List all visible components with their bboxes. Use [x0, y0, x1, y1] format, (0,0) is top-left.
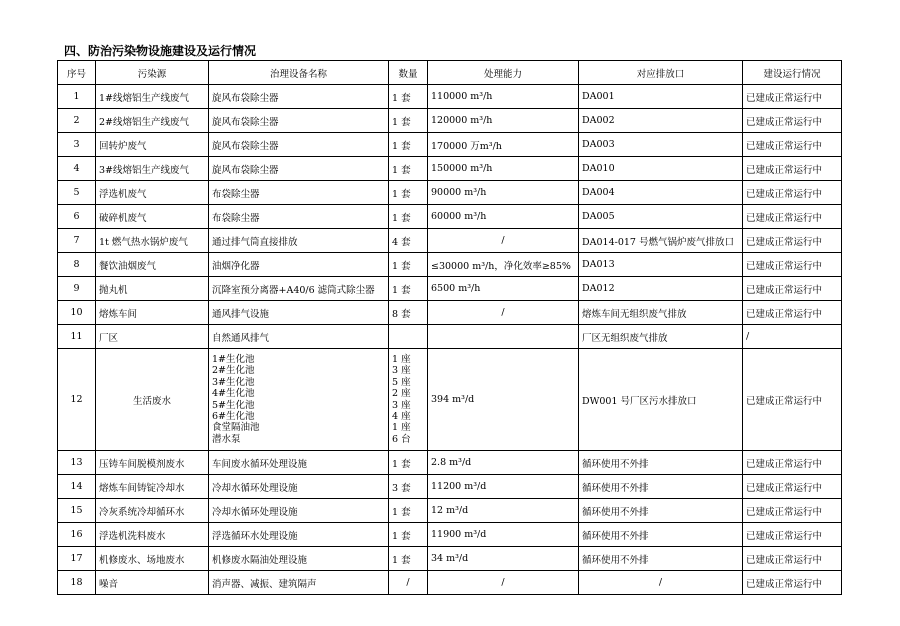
cell-equipment-list — [209, 349, 389, 451]
cell-capacity: 90000 m³/h — [428, 181, 579, 205]
cell-no: 13 — [58, 451, 96, 475]
cell-no: 8 — [58, 253, 96, 277]
cell-status: 已建成正常运行中 — [743, 547, 842, 571]
cell-no: 2 — [58, 109, 96, 133]
table-row — [58, 301, 842, 325]
cell-qty-list — [389, 349, 428, 451]
cell-qty: 1 套 — [389, 499, 428, 523]
cell-outlet: 循环使用不外排 — [579, 547, 743, 571]
cell-status: 已建成正常运行中 — [743, 571, 842, 595]
cell-outlet: 熔炼车间无组织废气排放 — [579, 301, 743, 325]
cell-equipment: 机修废水隔油处理设施 — [209, 547, 389, 571]
cell-equipment: 消声器、减振、建筑隔声 — [209, 571, 389, 595]
cell-capacity: 120000 m³/h — [428, 109, 579, 133]
cell-outlet: 循环使用不外排 — [579, 523, 743, 547]
qty-list-item: 1 座 — [392, 422, 411, 434]
cell-status: 已建成正常运行中 — [743, 133, 842, 157]
cell-equipment: 车间废水循环处理设施 — [209, 451, 389, 475]
cell-capacity: / — [428, 301, 579, 325]
cell-no: 9 — [58, 277, 96, 301]
cell-source: 冷灰系统冷却循环水 — [96, 499, 209, 523]
cell-source: 浮选机洗料废水 — [96, 523, 209, 547]
table-row — [58, 349, 842, 451]
cell-source: 餐饮油烟废气 — [96, 253, 209, 277]
pollution-facilities-table — [57, 60, 842, 595]
cell-source: 抛丸机 — [96, 277, 209, 301]
cell-status: 已建成正常运行中 — [743, 205, 842, 229]
table-row — [58, 523, 842, 547]
cell-capacity: 60000 m³/h — [428, 205, 579, 229]
cell-qty: 1 套 — [389, 253, 428, 277]
cell-qty: / — [389, 571, 428, 595]
cell-no: 5 — [58, 181, 96, 205]
cell-source: 1t 燃气热水锅炉废气 — [96, 229, 209, 253]
table-row — [58, 325, 842, 349]
cell-status: 已建成正常运行中 — [743, 301, 842, 325]
cell-source: 厂区 — [96, 325, 209, 349]
cell-qty: 1 套 — [389, 277, 428, 301]
cell-capacity: 11200 m³/d — [428, 475, 579, 499]
qty-list-item: 3 座 — [392, 399, 411, 411]
cell-capacity: 170000 万m³/h — [428, 133, 579, 157]
table-row — [58, 85, 842, 109]
cell-no: 17 — [58, 547, 96, 571]
cell-no: 10 — [58, 301, 96, 325]
cell-source: 压铸车间脱模剂废水 — [96, 451, 209, 475]
header-no: 序号 — [58, 61, 96, 85]
table-row — [58, 157, 842, 181]
cell-no: 7 — [58, 229, 96, 253]
cell-outlet: / — [579, 571, 743, 595]
table-row — [58, 181, 842, 205]
cell-equipment: 通风排气设施 — [209, 301, 389, 325]
cell-equipment: 布袋除尘器 — [209, 205, 389, 229]
cell-outlet: DA005 — [579, 205, 743, 229]
cell-qty: 3 套 — [389, 475, 428, 499]
cell-no: 18 — [58, 571, 96, 595]
cell-qty: 1 套 — [389, 157, 428, 181]
qty-list-item: 3 座 — [392, 365, 411, 377]
cell-capacity: ≤30000 m³/h，净化效率≥85% — [428, 253, 579, 277]
cell-outlet: DA014-017 号燃气锅炉废气排放口 — [579, 229, 743, 253]
equipment-list-item: 食堂隔油池 — [212, 422, 260, 434]
cell-equipment: 旋风布袋除尘器 — [209, 85, 389, 109]
qty-list-item: 4 座 — [392, 410, 411, 422]
cell-equipment: 冷却水循环处理设施 — [209, 475, 389, 499]
cell-status: 已建成正常运行中 — [743, 523, 842, 547]
cell-no: 15 — [58, 499, 96, 523]
cell-no: 12 — [58, 349, 96, 451]
cell-equipment: 旋风布袋除尘器 — [209, 109, 389, 133]
cell-outlet: DA003 — [579, 133, 743, 157]
table-row — [58, 205, 842, 229]
cell-outlet: DA013 — [579, 253, 743, 277]
cell-equipment: 旋风布袋除尘器 — [209, 133, 389, 157]
cell-source: 2#线熔铝生产线废气 — [96, 109, 209, 133]
cell-outlet: 循环使用不外排 — [579, 475, 743, 499]
cell-no: 14 — [58, 475, 96, 499]
table-row — [58, 109, 842, 133]
qty-list-item: 6 台 — [392, 433, 411, 445]
cell-capacity: 150000 m³/h — [428, 157, 579, 181]
cell-source: 噪音 — [96, 571, 209, 595]
cell-outlet: DA002 — [579, 109, 743, 133]
equipment-list-item: 6#生化池 — [212, 410, 255, 422]
cell-equipment: 冷却水循环处理设施 — [209, 499, 389, 523]
qty-list-item: 5 座 — [392, 376, 411, 388]
cell-equipment: 布袋除尘器 — [209, 181, 389, 205]
qty-list-item: 1 座 — [392, 353, 411, 365]
cell-outlet: 循环使用不外排 — [579, 451, 743, 475]
cell-status: 已建成正常运行中 — [743, 253, 842, 277]
cell-qty: 1 套 — [389, 181, 428, 205]
cell-outlet: 厂区无组织废气排放 — [579, 325, 743, 349]
cell-capacity: / — [428, 571, 579, 595]
cell-status: 已建成正常运行中 — [743, 349, 842, 451]
cell-qty: 1 套 — [389, 109, 428, 133]
equipment-list-item: 5#生化池 — [212, 399, 255, 411]
header-status: 建设运行情况 — [743, 61, 842, 85]
cell-no: 4 — [58, 157, 96, 181]
table-row — [58, 133, 842, 157]
table-row — [58, 229, 842, 253]
table-row — [58, 547, 842, 571]
cell-source: 熔炼车间 — [96, 301, 209, 325]
cell-no: 1 — [58, 85, 96, 109]
table-header-row — [58, 61, 842, 85]
header-capacity: 处理能力 — [428, 61, 579, 85]
cell-source: 生活废水 — [96, 349, 209, 451]
cell-capacity: 34 m³/d — [428, 547, 579, 571]
cell-qty: 4 套 — [389, 229, 428, 253]
cell-no: 16 — [58, 523, 96, 547]
cell-outlet: DW001 号厂区污水排放口 — [579, 349, 743, 451]
header-outlet: 对应排放口 — [579, 61, 743, 85]
cell-source: 机修废水、场地废水 — [96, 547, 209, 571]
cell-status: 已建成正常运行中 — [743, 229, 842, 253]
header-equipment: 治理设备名称 — [209, 61, 389, 85]
cell-source: 回转炉废气 — [96, 133, 209, 157]
table-row — [58, 475, 842, 499]
cell-status: 已建成正常运行中 — [743, 85, 842, 109]
header-qty: 数量 — [389, 61, 428, 85]
cell-qty: 1 套 — [389, 451, 428, 475]
cell-status: 已建成正常运行中 — [743, 499, 842, 523]
table-row — [58, 571, 842, 595]
cell-outlet: DA012 — [579, 277, 743, 301]
cell-qty: 1 套 — [389, 133, 428, 157]
table-row — [58, 499, 842, 523]
table-row — [58, 277, 842, 301]
cell-outlet: DA001 — [579, 85, 743, 109]
equipment-list-item: 2#生化池 — [212, 365, 255, 377]
cell-outlet: DA010 — [579, 157, 743, 181]
cell-qty: 1 套 — [389, 547, 428, 571]
equipment-list-item: 1#生化池 — [212, 353, 255, 365]
cell-source: 熔炼车间铸锭冷却水 — [96, 475, 209, 499]
cell-outlet: DA004 — [579, 181, 743, 205]
cell-status: 已建成正常运行中 — [743, 451, 842, 475]
cell-status: 已建成正常运行中 — [743, 109, 842, 133]
cell-qty: 1 套 — [389, 205, 428, 229]
cell-capacity: 110000 m³/h — [428, 85, 579, 109]
cell-equipment: 自然通风排气 — [209, 325, 389, 349]
cell-equipment: 油烟净化器 — [209, 253, 389, 277]
cell-no: 11 — [58, 325, 96, 349]
cell-capacity: 11900 m³/d — [428, 523, 579, 547]
cell-source: 浮选机废气 — [96, 181, 209, 205]
equipment-list-item: 4#生化池 — [212, 388, 255, 400]
cell-status: 已建成正常运行中 — [743, 277, 842, 301]
qty-list-item: 2 座 — [392, 388, 411, 400]
cell-status: 已建成正常运行中 — [743, 157, 842, 181]
cell-source: 破碎机废气 — [96, 205, 209, 229]
cell-capacity: / — [428, 229, 579, 253]
table-row — [58, 253, 842, 277]
cell-equipment: 旋风布袋除尘器 — [209, 157, 389, 181]
section-title: 四、防治污染物设施建设及运行情况 — [64, 44, 257, 58]
cell-equipment: 通过排气筒直接排放 — [209, 229, 389, 253]
cell-capacity: 2.8 m³/d — [428, 451, 579, 475]
cell-source: 1#线熔铝生产线废气 — [96, 85, 209, 109]
cell-outlet: 循环使用不外排 — [579, 499, 743, 523]
equipment-list-item: 3#生化池 — [212, 376, 255, 388]
cell-equipment: 浮选循环水处理设施 — [209, 523, 389, 547]
cell-status: 已建成正常运行中 — [743, 475, 842, 499]
header-source: 污染源 — [96, 61, 209, 85]
cell-capacity: 394 m³/d — [428, 349, 579, 451]
cell-equipment: 沉降室预分离器+A40/6 滤筒式除尘器 — [209, 277, 389, 301]
cell-qty: 1 套 — [389, 85, 428, 109]
cell-no: 3 — [58, 133, 96, 157]
table-row — [58, 451, 842, 475]
cell-qty: 1 套 — [389, 523, 428, 547]
cell-source: 3#线熔铝生产线废气 — [96, 157, 209, 181]
cell-qty — [389, 325, 428, 349]
cell-qty: 8 套 — [389, 301, 428, 325]
cell-status: / — [743, 325, 842, 349]
cell-capacity — [428, 325, 579, 349]
cell-capacity: 12 m³/d — [428, 499, 579, 523]
cell-no: 6 — [58, 205, 96, 229]
cell-status: 已建成正常运行中 — [743, 181, 842, 205]
cell-capacity: 6500 m³/h — [428, 277, 579, 301]
equipment-list-item: 潜水泵 — [212, 433, 241, 445]
